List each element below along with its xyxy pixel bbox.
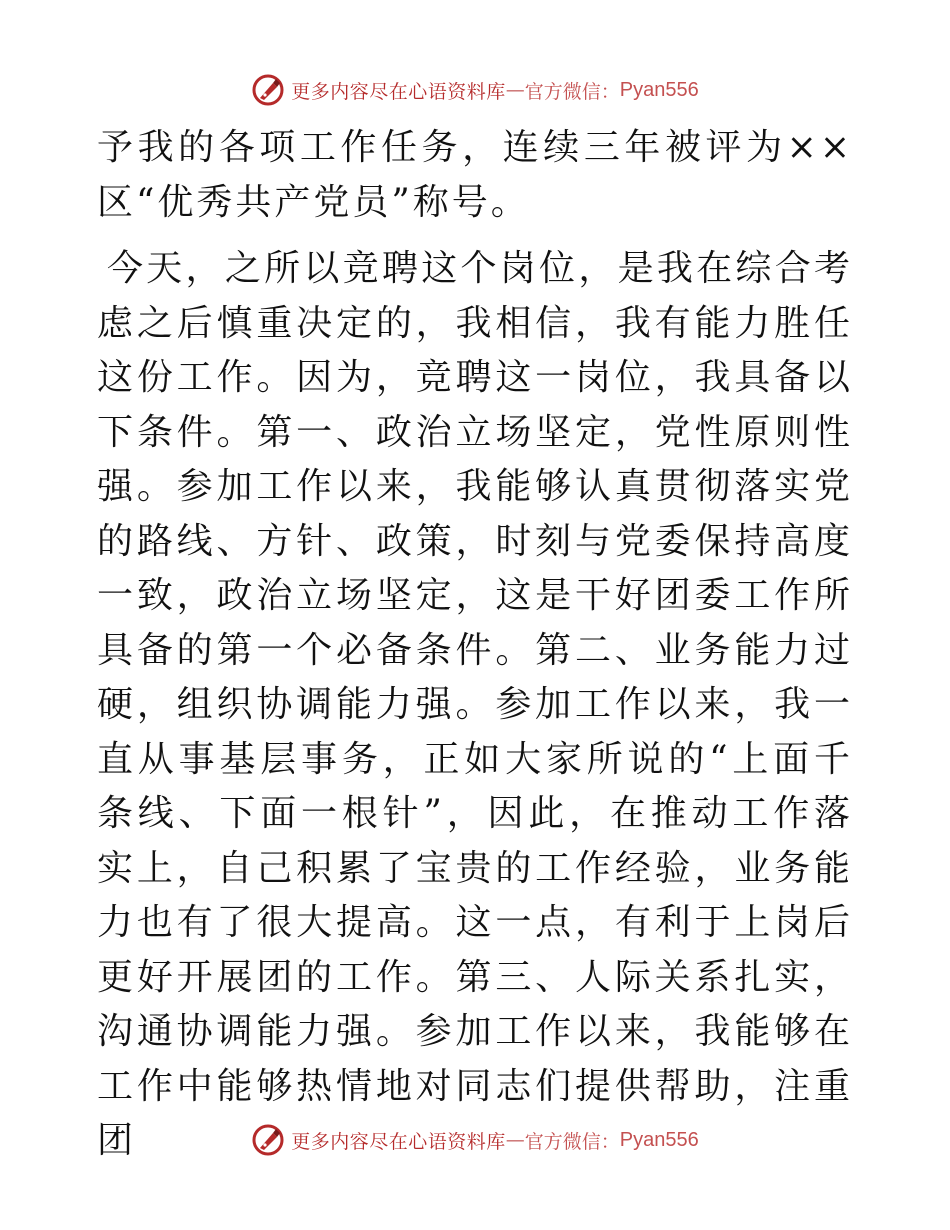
footer-watermark-banner — [0, 1120, 950, 1160]
document-body — [97, 121, 853, 1169]
wechat-label: 官方微信： — [524, 1130, 620, 1153]
pen-nib-logo-icon — [251, 73, 285, 107]
wechat-account: Pyan556 — [619, 78, 699, 101]
wechat-label: 官方微信： — [524, 80, 620, 103]
header-watermark-banner — [0, 70, 950, 110]
brand-text: 更多内容尽在心语资料库 — [291, 1130, 506, 1153]
banner-separator: — — [505, 1129, 525, 1151]
brand-text: 更多内容尽在心语资料库 — [291, 80, 506, 103]
wechat-account: Pyan556 — [619, 1128, 699, 1151]
paragraph-1: 予我的各项工作任务，连续三年被评为××区“优秀共产党员”称号。 — [97, 127, 853, 223]
paragraph-2: 今天，之所以竞聘这个岗位，是我在综合考虑之后慎重决定的，我相信，我有能力胜任这份工作。因为，竞聘这一岗位，我具备以下条件。第一、政治立场坚定，党性原则性强。参加工作以来，我能够认真贯彻落实党的路线、方针、政策，时刻与党委保持高度一致，政治立场坚定，这是干好团委工作所具备的第一个必备条件。第二、业务能力过硬，组织协调能力强。参加工作以来，我一直从事基层事务，正如大家所说的“上面千条线、下面一根针”，因此，在推动工作落实上，自己积累了宝贵的工作经验，业务能力也有了很大提高。这一点，有利于上岗后更好开展团的工作。第三、人际关系扎实，沟通协调能力强。参加工作以来，我能够在工作中能够热情地对同志们提供帮助，注重团 — [97, 248, 853, 1161]
pen-nib-logo-icon — [251, 1123, 285, 1157]
banner-separator: — — [505, 79, 525, 101]
